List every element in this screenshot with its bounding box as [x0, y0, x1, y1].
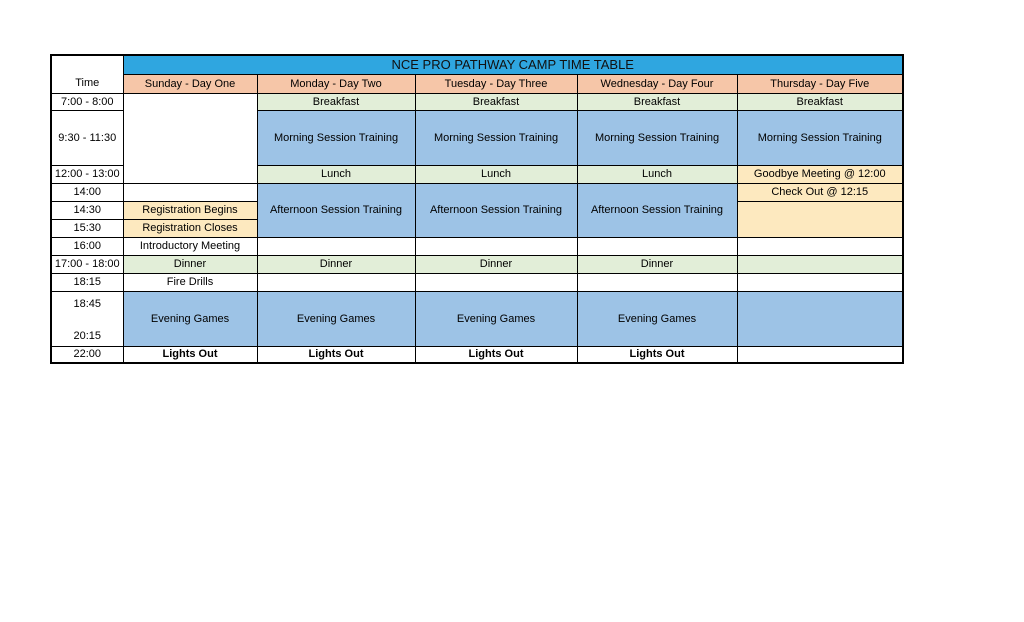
thursday-empty-dinner: [737, 255, 903, 273]
empty-cell: [577, 273, 737, 291]
empty-cell: [257, 273, 415, 291]
time-1845: 18:45: [73, 297, 102, 310]
event-morning-training: Morning Session Training: [257, 110, 415, 165]
time-cell: 15:30: [51, 219, 123, 237]
day-header-tuesday: Tuesday - Day Three: [415, 74, 577, 93]
time-cell: 16:00: [51, 237, 123, 255]
event-dinner: Dinner: [123, 255, 257, 273]
timetable: [50, 54, 904, 364]
event-fire-drills: Fire Drills: [123, 273, 257, 291]
event-lights-out: Lights Out: [123, 346, 257, 363]
timetable-title: NCE PRO PATHWAY CAMP TIME TABLE: [123, 55, 903, 74]
thursday-empty-night: [737, 346, 903, 363]
event-registration-begins: Registration Begins: [123, 201, 257, 219]
event-dinner: Dinner: [257, 255, 415, 273]
time-cell: 7:00 - 8:00: [51, 93, 123, 110]
time-header: Time: [51, 74, 123, 93]
empty-cell: [577, 237, 737, 255]
event-afternoon-training: Afternoon Session Training: [257, 183, 415, 237]
time-2015: 20:15: [73, 329, 102, 342]
event-introductory-meeting: Introductory Meeting: [123, 237, 257, 255]
event-evening-games: Evening Games: [577, 291, 737, 346]
empty-cell: [257, 237, 415, 255]
time-cell: 14:30: [51, 201, 123, 219]
event-dinner: Dinner: [577, 255, 737, 273]
event-registration-closes: Registration Closes: [123, 219, 257, 237]
event-evening-games: Evening Games: [257, 291, 415, 346]
event-lunch: Lunch: [577, 165, 737, 183]
event-breakfast: Breakfast: [415, 93, 577, 110]
corner-cell: [51, 55, 123, 74]
event-lights-out: Lights Out: [415, 346, 577, 363]
event-lunch: Lunch: [257, 165, 415, 183]
timetable-sheet: [50, 54, 904, 364]
event-afternoon-training: Afternoon Session Training: [415, 183, 577, 237]
thursday-empty-evening: [737, 291, 903, 346]
event-morning-training: Morning Session Training: [737, 110, 903, 165]
time-cell: 17:00 - 18:00: [51, 255, 123, 273]
event-breakfast: Breakfast: [577, 93, 737, 110]
event-evening-games: Evening Games: [123, 291, 257, 346]
time-cell: 14:00: [51, 183, 123, 201]
sunday-empty-1400: [123, 183, 257, 201]
time-cell-evening: [51, 291, 123, 346]
day-header-wednesday: Wednesday - Day Four: [577, 74, 737, 93]
event-evening-games: Evening Games: [415, 291, 577, 346]
event-dinner: Dinner: [415, 255, 577, 273]
time-cell: 12:00 - 13:00: [51, 165, 123, 183]
event-goodbye-meeting: Goodbye Meeting @ 12:00: [737, 165, 903, 183]
thursday-empty-afternoon: [737, 201, 903, 237]
event-breakfast: Breakfast: [257, 93, 415, 110]
event-check-out: Check Out @ 12:15: [737, 183, 903, 201]
event-lights-out: Lights Out: [257, 346, 415, 363]
event-lights-out: Lights Out: [577, 346, 737, 363]
event-morning-training: Morning Session Training: [577, 110, 737, 165]
event-afternoon-training: Afternoon Session Training: [577, 183, 737, 237]
empty-cell: [737, 237, 903, 255]
event-lunch: Lunch: [415, 165, 577, 183]
sunday-empty-morning: [123, 93, 257, 183]
time-cell: 18:15: [51, 273, 123, 291]
time-cell: 9:30 - 11:30: [51, 110, 123, 165]
day-header-thursday: Thursday - Day Five: [737, 74, 903, 93]
empty-cell: [415, 273, 577, 291]
day-header-monday: Monday - Day Two: [257, 74, 415, 93]
event-morning-training: Morning Session Training: [415, 110, 577, 165]
empty-cell: [737, 273, 903, 291]
empty-cell: [415, 237, 577, 255]
event-breakfast: Breakfast: [737, 93, 903, 110]
day-header-sunday: Sunday - Day One: [123, 74, 257, 93]
time-cell: 22:00: [51, 346, 123, 363]
